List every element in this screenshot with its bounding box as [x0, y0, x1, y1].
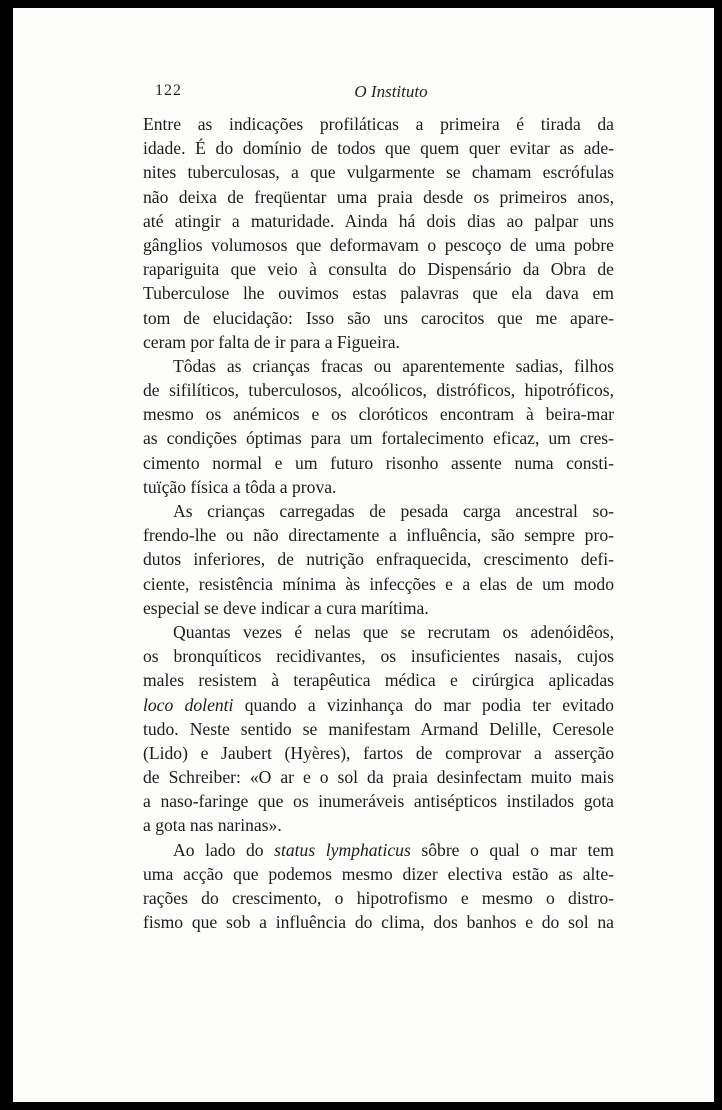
paragraph: [143, 620, 614, 838]
text-line: Tuberculose lhe ouvimos estas palavras que ela dava em: [143, 283, 614, 304]
text-line: nites tuberculosas, a que vulgarmente se chamam escrófulas: [143, 162, 614, 183]
text-line: fismo que sob a influência do clima, dos banhos e do sol na: [143, 912, 614, 933]
paragraph: [143, 499, 614, 620]
text-line: as condições óptimas para um fortalecimento eficaz, um cres-: [143, 428, 614, 449]
text-line: Tôdas as crianças fracas ou aparentemente sadias, filhos: [173, 355, 614, 376]
text-line: de Schreiber: «O ar e o sol da praia desinfectam muito mais: [143, 767, 614, 788]
text-line: (Lido) e Jaubert (Hyères), fartos de comprovar a asserção: [143, 742, 614, 763]
text-line: tom de elucidação: Isso são uns carocitos que me apare-: [143, 307, 614, 328]
text-line: especial se deve indicar a cura marítima.: [143, 597, 429, 618]
text-span: quando a vizinhança do mar podia ter evitado: [233, 694, 614, 715]
text-line: mesmo os anémicos e os cloróticos encontram à beira-mar: [143, 404, 614, 425]
text-line: rapariguita que veio à consulta do Dispensário da Obra de: [143, 259, 614, 280]
text-line: dutos inferiores, de nutrição enfraquecida, crescimento defi-: [143, 549, 614, 570]
text-line: [143, 693, 614, 717]
text-line: Quantas vezes é nelas que se recrutam os adenóidêos,: [173, 621, 614, 642]
text-line: cimento normal e um futuro risonho assente numa consti-: [143, 452, 614, 473]
text-line: ciente, resistência mínima às infecções e a elas de um modo: [143, 573, 614, 594]
text-line: males resistem à terapêutica médica e cirúrgica aplicadas: [143, 670, 614, 691]
text-line: Entre as indicações profiláticas a primeira é tirada da: [143, 114, 614, 134]
text-line: tudo. Neste sentido se manifestam Armand Delille, Ceresole: [143, 718, 614, 739]
journal-title: O Instituto: [354, 82, 428, 101]
running-header: [155, 82, 627, 108]
text-line: gânglios volumosos que deformavam o pescoço de uma pobre: [143, 234, 614, 255]
text-line: idade. É do domínio de todos que quem quer evitar as ade-: [143, 138, 614, 159]
text-line: frendo-lhe ou não directamente a influência, são sempre pro-: [143, 525, 614, 546]
text-line: uma acção que podemos mesmo dizer electiva estão as alte-: [143, 863, 614, 884]
text-line: de sifilíticos, tuberculosos, alcoólicos, distróficos, hipotróficos,: [143, 380, 614, 401]
text-line: tuïção física a tôda a prova.: [143, 476, 337, 497]
text-line: a gota nas narinas».: [143, 815, 282, 836]
text-line: ceram por falta de ir para a Figueira.: [143, 331, 400, 352]
paragraph: [143, 112, 614, 354]
text-span: Ao lado do: [173, 839, 275, 860]
page-number: 122: [155, 82, 182, 99]
body-text: [143, 112, 614, 934]
paragraph: [143, 838, 614, 935]
paragraph: [143, 354, 614, 499]
text-span: sôbre o qual o mar tem: [410, 839, 614, 860]
text-line: até atingir a maturidade. Ainda há dois dias ao palpar uns: [143, 210, 614, 231]
latin-phrase: status lymphaticus: [274, 839, 411, 860]
text-line: As crianças carregadas de pesada carga ancestral so-: [173, 501, 614, 521]
text-line: [143, 838, 614, 862]
text-line: a naso-faringe que os inumeráveis antisépticos instilados gota: [143, 791, 614, 812]
text-line: os bronquíticos recidivantes, os insuficientes nasais, cujos: [143, 646, 614, 667]
text-line: não deixa de freqüentar uma praia desde os primeiros anos,: [143, 186, 614, 207]
latin-phrase: loco dolenti: [143, 694, 234, 715]
text-line: rações do crescimento, o hipotrofismo e mesmo o distro-: [143, 888, 614, 908]
